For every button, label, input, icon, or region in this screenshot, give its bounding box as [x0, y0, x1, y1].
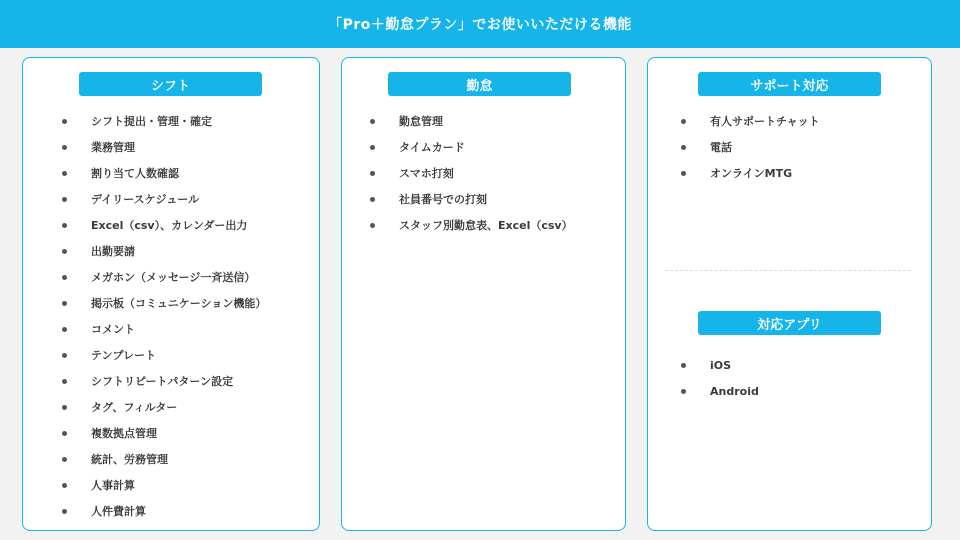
list-item-label: 社員番号での打刻	[399, 193, 487, 206]
list-item-label: 勤怠管理	[399, 115, 443, 128]
list-item-label: シフト提出・管理・確定	[91, 115, 212, 128]
bullet-icon	[681, 389, 686, 394]
bullet-icon	[62, 327, 67, 332]
list-item-label: デイリースケジュール	[91, 193, 200, 206]
bullet-icon	[62, 457, 67, 462]
list-item	[62, 160, 266, 186]
bullet-icon	[62, 301, 67, 306]
bullet-icon	[62, 119, 67, 124]
list-item-label: テンプレート	[91, 349, 157, 362]
list-item-label: 掲示板（コミュニケーション機能）	[91, 297, 267, 310]
bullet-icon	[681, 145, 686, 150]
list-item-label: オンラインMTG	[710, 167, 793, 180]
list-item-label: 電話	[710, 141, 732, 154]
bullet-icon	[62, 223, 67, 228]
list-item-label: 有人サポートチャット	[710, 115, 820, 128]
bullet-icon	[370, 197, 375, 202]
list-item	[681, 378, 759, 404]
attendance-card	[341, 57, 626, 531]
list-item	[62, 498, 266, 524]
bullet-icon	[62, 171, 67, 176]
list-item	[62, 394, 266, 420]
list-item-label: コメント	[91, 323, 135, 336]
list-item-label: 統計、労務管理	[91, 453, 168, 466]
list-item	[62, 420, 266, 446]
list-item	[62, 108, 266, 134]
bullet-icon	[62, 275, 67, 280]
support-apps-card	[647, 57, 932, 531]
bullet-icon	[62, 353, 67, 358]
list-item-label: メガホン（メッセージ一斉送信）	[91, 271, 256, 284]
list-item-label: 人件費計算	[91, 505, 146, 518]
bullet-icon	[370, 171, 375, 176]
list-item	[62, 134, 266, 160]
header-banner	[0, 0, 960, 48]
bullet-icon	[62, 197, 67, 202]
list-item	[370, 108, 573, 134]
list-item-label: 出勤要請	[91, 245, 135, 258]
list-item	[62, 368, 266, 394]
list-item-label: スマホ打刻	[399, 167, 454, 180]
bullet-icon	[62, 405, 67, 410]
list-item-label: タイムカード	[399, 141, 465, 154]
list-item-label: Android	[710, 384, 759, 398]
list-item	[62, 238, 266, 264]
list-item	[370, 186, 573, 212]
list-item-label: スタッフ別勤怠表、Excel（csv）	[399, 219, 573, 232]
bullet-icon	[370, 145, 375, 150]
list-item	[681, 352, 759, 378]
bullet-icon	[62, 145, 67, 150]
attendance-feature-list	[370, 108, 573, 238]
bullet-icon	[681, 119, 686, 124]
list-item-label: 業務管理	[91, 141, 135, 154]
page-title: 「Pro＋勤怠プラン」でお使いいただける機能	[328, 17, 632, 33]
list-item-label: 人事計算	[91, 479, 135, 492]
shift-card	[22, 57, 320, 531]
list-item	[681, 160, 820, 186]
bullet-icon	[62, 249, 67, 254]
apps-section-title: 対応アプリ	[698, 311, 881, 335]
bullet-icon	[62, 483, 67, 488]
list-item-label: iOS	[710, 358, 732, 372]
list-item-label: Excel（csv）、カレンダー出力	[91, 219, 248, 232]
list-item	[62, 316, 266, 342]
list-item	[370, 160, 573, 186]
list-item	[681, 108, 820, 134]
list-item	[62, 290, 266, 316]
list-item	[370, 212, 573, 238]
list-item-label: タグ、フィルター	[91, 401, 178, 414]
list-item	[62, 472, 266, 498]
shift-feature-list	[62, 108, 266, 524]
support-feature-list	[681, 108, 820, 186]
support-section-title: サポート対応	[698, 72, 881, 96]
list-item	[62, 264, 266, 290]
bullet-icon	[62, 379, 67, 384]
list-item-label: シフトリピートパターン設定	[91, 375, 234, 388]
list-item-label: 割り当て人数確認	[91, 167, 179, 180]
section-divider	[665, 270, 911, 271]
bullet-icon	[681, 171, 686, 176]
apps-list	[681, 352, 759, 404]
list-item	[370, 134, 573, 160]
shift-section-title: シフト	[79, 72, 262, 96]
attendance-section-title: 勤怠	[388, 72, 571, 96]
list-item-label: 複数拠点管理	[91, 427, 157, 440]
bullet-icon	[370, 119, 375, 124]
bullet-icon	[62, 431, 67, 436]
bullet-icon	[681, 363, 686, 368]
list-item	[681, 134, 820, 160]
list-item	[62, 212, 266, 238]
bullet-icon	[370, 223, 375, 228]
bullet-icon	[62, 509, 67, 514]
list-item	[62, 446, 266, 472]
list-item	[62, 342, 266, 368]
list-item	[62, 186, 266, 212]
